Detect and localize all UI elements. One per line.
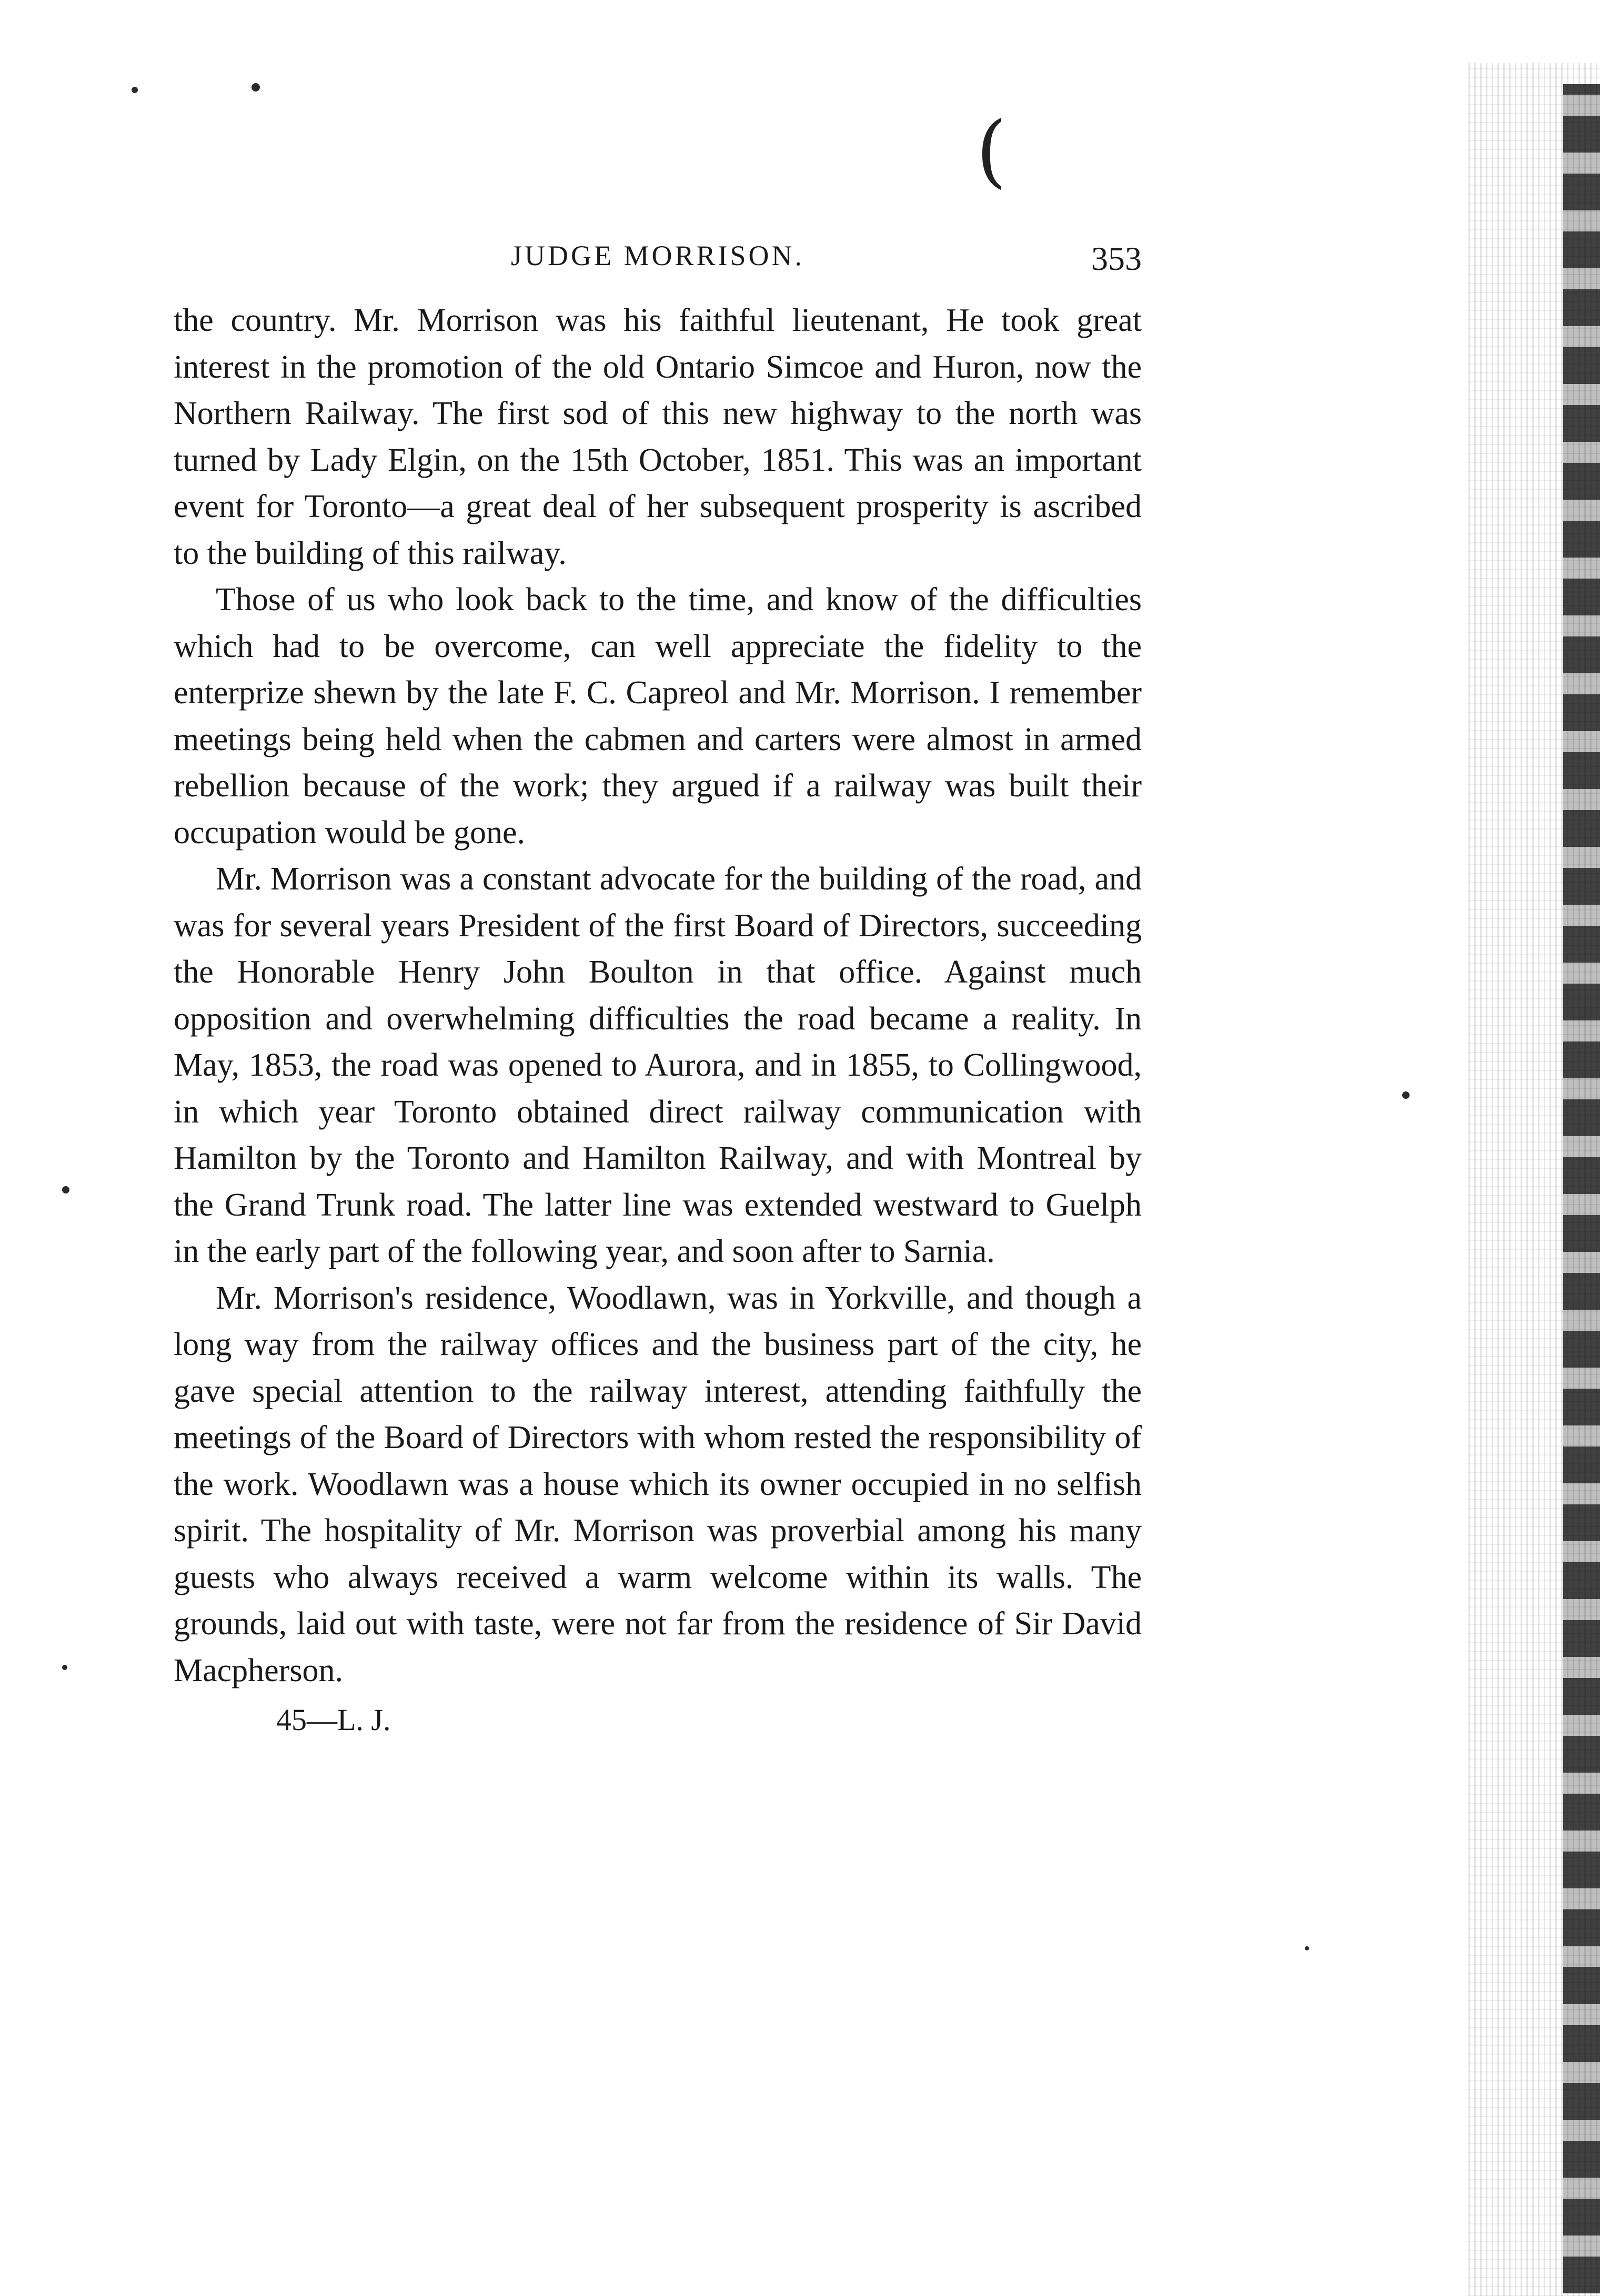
scan-speck: [62, 1186, 69, 1193]
body-text: [174, 297, 1142, 1694]
margin-handwritten-mark: (: [976, 105, 1007, 197]
paragraph: the country. Mr. Morrison was his faithful lieutenant, He took great interest in the promotion of the old Ontario Simcoe and Huron, now the Northern Railway. The first sod of this new highway to the north was turned by Lady Elgin, on the 15th October, 1851. This was an important event for Toronto—a great deal of her subsequent prosperity is ascribed to the building of this railway.: [174, 302, 1142, 571]
paragraph: Those of us who look back to the time, and know of the difficulties which had to be overcome, can well appreciate the fidelity to the enterprize shewn by the late F. C. Capreol and Mr. Morrison. I remember meetings being held when the cabmen and carters were almost in armed rebellion because of the work; they argued if a railway was built their occupation would be gone.: [174, 582, 1142, 851]
scanned-binding-shadow: [1563, 84, 1600, 2293]
page-number: 353: [1091, 240, 1142, 277]
paragraph: Mr. Morrison was a constant advocate for the building of the road, and was for several years President of the first Board of Directors, succeeding the Honorable Henry John Boulton in that office. Against much opposition and overwhelming difficulties the road became a reality. In May, 1853, the road was opened to Aurora, and in 1855, to Collingwood, in which year Toronto obtained direct railway communication with Hamilton by the Toronto and Hamilton Railway, and with Montreal by the Grand Trunk road. The latter line was extended westward to Guelph in the early part of the following year, and soon after to Sarnia.: [174, 861, 1142, 1269]
scan-speck: [1402, 1091, 1410, 1099]
page-header: [174, 239, 1142, 297]
signature-mark: 45—L. J.: [276, 1703, 391, 1737]
scan-speck: [251, 83, 260, 92]
running-title: JUDGE MORRISON.: [510, 240, 805, 271]
book-page: [174, 239, 1142, 1741]
scan-speck: [132, 87, 138, 93]
paragraph: Mr. Morrison's residence, Woodlawn, was in Yorkville, and though a long way from the railway offices and the business part of the city, he gave special attention to the railway interest, attending faithfully the meetings of the Board of Directors with whom rested the responsibility of the work. Woodlawn was a house which its owner occupied in no selfish spirit. The hospitality of Mr. Morrison was proverbial among his many guests who always received a warm welcome within its walls. The grounds, laid out with taste, were not far from the residence of Sir David Macpherson.: [174, 1280, 1142, 1688]
scan-speck: [1305, 1946, 1309, 1950]
scan-speck: [62, 1665, 67, 1670]
